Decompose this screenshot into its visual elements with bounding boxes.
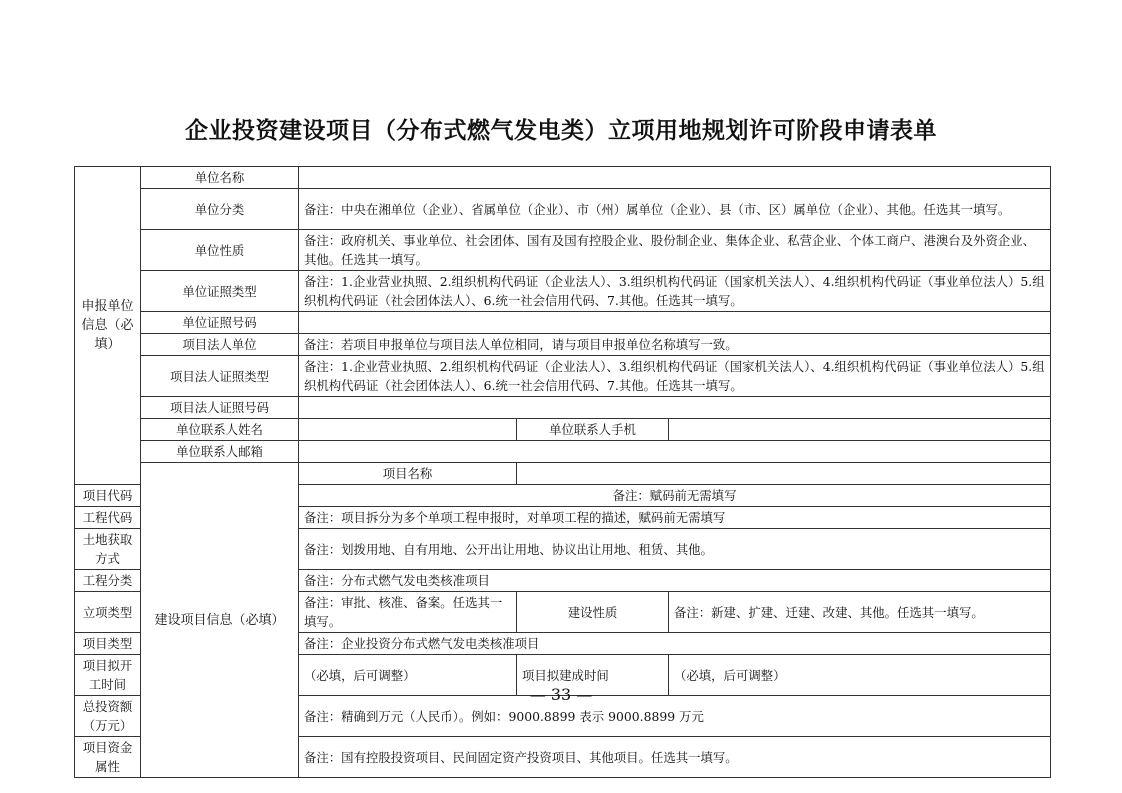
field-engineering-category[interactable]: 备注：分布式燃气发电类核准项目 <box>299 570 1051 592</box>
label-legal-license-type: 项目法人证照类型 <box>141 356 299 397</box>
field-legal-license-type[interactable]: 备注：1.企业营业执照、2.组织机构代码证（企业法人）、3.组织机构代码证（国家机关法人）、4.组织机构代码证（事业单位法人）5.组织机构代码证（社会团体法人）、6.统一社会信用代码、7.其他。任选其一填写。 <box>299 356 1051 397</box>
section-applicant-info-label: 申报单位信息（必填） <box>75 167 141 485</box>
label-unit-license-type: 单位证照类型 <box>141 271 299 312</box>
page-title: 企业投资建设项目（分布式燃气发电类）立项用地规划许可阶段申请表单 <box>185 117 937 144</box>
label-approval-type: 立项类型 <box>75 592 141 633</box>
row-unit-license-type <box>75 271 1051 312</box>
field-total-investment[interactable]: 备注：精确到万元（人民币）。例如：9000.8899 表示 9000.8899 万元 <box>299 696 1051 737</box>
label-start-time: 项目拟开工时间 <box>75 655 141 696</box>
field-project-type[interactable]: 备注：企业投资分布式燃气发电类核准项目 <box>299 633 1051 655</box>
label-engineering-code: 工程代码 <box>75 507 141 529</box>
label-legal-license-no: 项目法人证照号码 <box>141 397 299 419</box>
field-start-time[interactable]: （必填，后可调整） <box>299 655 517 696</box>
label-contact-email: 单位联系人邮箱 <box>141 441 299 463</box>
label-engineering-category: 工程分类 <box>75 570 141 592</box>
field-construction-nature[interactable]: 备注：新建、扩建、迁建、改建、其他。任选其一填写。 <box>669 592 1051 633</box>
label-land-acquisition: 土地获取方式 <box>75 529 141 570</box>
label-contact-name: 单位联系人姓名 <box>141 419 299 441</box>
row-unit-name <box>75 167 1051 189</box>
row-project-name <box>75 463 1051 485</box>
field-legal-license-no[interactable] <box>299 397 1051 419</box>
label-project-name: 项目名称 <box>299 463 517 485</box>
field-contact-name[interactable] <box>299 419 517 441</box>
section-project-info-label: 建设项目信息（必填） <box>141 463 299 778</box>
label-unit-name: 单位名称 <box>141 167 299 189</box>
label-unit-license-no: 单位证照号码 <box>141 312 299 334</box>
row-unit-license-no <box>75 312 1051 334</box>
row-contact <box>75 419 1051 441</box>
label-legal-unit: 项目法人单位 <box>141 334 299 356</box>
label-project-type: 项目类型 <box>75 633 141 655</box>
field-project-code[interactable]: 备注：赋码前无需填写 <box>299 485 1051 507</box>
label-completion-time: 项目拟建成时间 <box>517 655 669 696</box>
field-unit-name[interactable] <box>299 167 1051 189</box>
page-number: — 33 — <box>529 685 593 704</box>
field-unit-category[interactable]: 备注：中央在湘单位（企业）、省属单位（企业）、市（州）属单位（企业）、县（市、区）属单位（企业）、其他。任选其一填写。 <box>299 189 1051 230</box>
field-unit-license-no[interactable] <box>299 312 1051 334</box>
row-legal-license-type <box>75 356 1051 397</box>
label-unit-nature: 单位性质 <box>141 230 299 271</box>
field-legal-unit[interactable]: 备注：若项目申报单位与项目法人单位相同，请与项目申报单位名称填写一致。 <box>299 334 1051 356</box>
row-legal-unit <box>75 334 1051 356</box>
label-contact-phone: 单位联系人手机 <box>517 419 669 441</box>
label-total-investment: 总投资额（万元） <box>75 696 141 737</box>
field-land-acquisition[interactable]: 备注：划拨用地、自有用地、公开出让用地、协议出让用地、租赁、其他。 <box>299 529 1051 570</box>
row-unit-nature <box>75 230 1051 271</box>
field-contact-phone[interactable] <box>669 419 1051 441</box>
label-fund-attribute: 项目资金属性 <box>75 737 141 778</box>
field-contact-email[interactable] <box>299 441 1051 463</box>
label-project-code: 项目代码 <box>75 485 141 507</box>
label-unit-category: 单位分类 <box>141 189 299 230</box>
field-completion-time[interactable]: （必填，后可调整） <box>669 655 1051 696</box>
field-approval-type[interactable]: 备注：审批、核准、备案。任选其一填写。 <box>299 592 517 633</box>
row-contact-email <box>75 441 1051 463</box>
row-unit-category <box>75 189 1051 230</box>
field-unit-nature[interactable]: 备注：政府机关、事业单位、社会团体、国有及国有控股企业、股份制企业、集体企业、私营企业、个体工商户、港澳台及外资企业、其他。任选其一填写。 <box>299 230 1051 271</box>
field-project-name[interactable] <box>517 463 1051 485</box>
label-construction-nature: 建设性质 <box>517 592 669 633</box>
field-engineering-code[interactable]: 备注：项目拆分为多个单项工程申报时，对单项工程的描述，赋码前无需填写 <box>299 507 1051 529</box>
field-unit-license-type[interactable]: 备注：1.企业营业执照、2.组织机构代码证（企业法人）、3.组织机构代码证（国家机关法人）、4.组织机构代码证（事业单位法人）5.组织机构代码证（社会团体法人）、6.统一社会信用代码、7.其他。任选其一填写。 <box>299 271 1051 312</box>
field-fund-attribute[interactable]: 备注：国有控股投资项目、民间固定资产投资项目、其他项目。任选其一填写。 <box>299 737 1051 778</box>
row-legal-license-no <box>75 397 1051 419</box>
